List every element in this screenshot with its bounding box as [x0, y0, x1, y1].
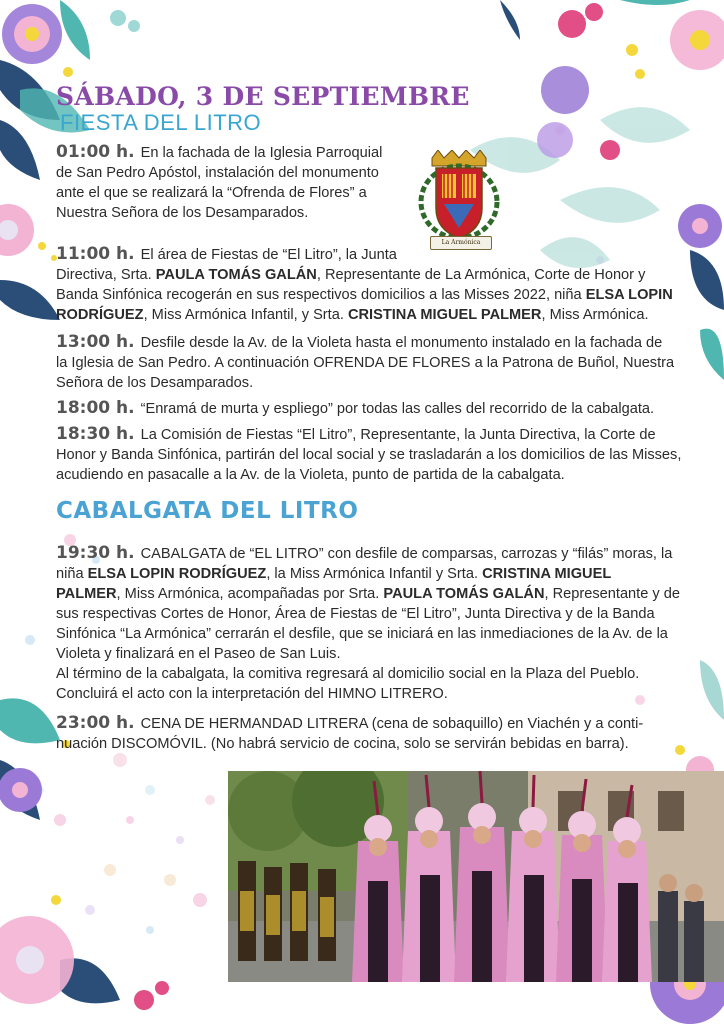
entry-text: Señora de los Desamparados. — [56, 375, 254, 391]
person-name: RODRÍGUEZ — [56, 307, 144, 323]
entry-text: sus respectivas Cortes de Honor, Área de Fiestas de “El Litro”, Junta Directiva y de la Banda — [56, 606, 655, 622]
entry-text: acudiendo en pasacalle a la Av. de la Violeta, punto de partida de la cabalgata. — [56, 467, 565, 483]
entry-text: , Miss Armónica, acompañadas por Srta. — [116, 586, 380, 602]
person-name: PAULA TOMÁS GALÁN — [383, 586, 545, 602]
crest-icon — [418, 150, 500, 248]
entry-text: la Iglesia de San Pedro. A continuación OFRENDA DE FLORES a la Patrona de Buñol, Nuestra — [56, 355, 675, 371]
program-entry-1300 — [56, 332, 706, 393]
day-subtitle: FIESTA DEL LITRO — [60, 110, 262, 135]
entry-text: “Enramá de murta y espliego” por todas las calles del recorrido de la cabalgata. — [140, 401, 655, 417]
entry-text: Honor y Banda Sinfónica, partirán del local social y se trasladarán a los domicilios de las Misses, — [56, 447, 682, 463]
day-title: SÁBADO, 3 DE SEPTIEMBRE — [56, 82, 470, 111]
entry-time: 18:00 h. — [56, 398, 135, 418]
entry-text: Concluirá el acto con la interpretación del HIMNO LITRERO. — [56, 686, 448, 702]
person-name: ELSA LOPIN — [585, 287, 673, 303]
person-name: PAULA TOMÁS GALÁN — [155, 267, 317, 283]
entry-text: Nuestra Señora de los Desamparados. — [56, 205, 309, 221]
entry-text: Violeta y finalizará en el Paseo de San Luis. — [56, 646, 341, 662]
entry-text: Al término de la cabalgata, la comitiva regresará al domicilio social en la Plaza del Pueblo. — [56, 666, 640, 682]
entry-text: En la fachada de la Iglesia Parroquial — [140, 145, 383, 161]
entry-text: , Miss Armónica Infantil, y Srta. — [143, 307, 344, 323]
entry-text: niña — [56, 566, 84, 582]
entry-text: Directiva, Srta. — [56, 267, 152, 283]
entry-text: CABALGATA de “EL LITRO” con desfile de comparsas, carrozas y “filás” moras, la — [140, 546, 673, 562]
entry-text: El área de Fiestas de “El Litro”, la Junta — [140, 247, 397, 263]
parade-photo — [228, 771, 724, 982]
entry-time: 23:00 h. — [56, 713, 135, 733]
program-entry-1830 — [56, 424, 706, 485]
entry-text: ante el que se realizará la “Ofrenda de Flores” a — [56, 185, 367, 201]
program-entry-1930 — [56, 543, 706, 704]
entry-time: 13:00 h. — [56, 332, 135, 352]
entry-text: CENA DE HERMANDAD LITRERA (cena de sobaquillo) en Viachén y a conti- — [140, 716, 644, 732]
person-name: ELSA LOPIN RODRÍGUEZ — [87, 566, 267, 582]
entry-time: 11:00 h. — [56, 244, 135, 264]
entry-text: nuación DISCOMÓVIL. (No habrá servicio de cocina, solo se servirán bebidas en barra). — [56, 736, 629, 752]
entry-text: , Representante de La Armónica, Corte de Honor y — [316, 267, 646, 283]
entry-text: Sinfónica “La Armónica” cerrarán el desfile, que se iniciará en las inmediaciones de la Av. de la — [56, 626, 668, 642]
entry-time: 01:00 h. — [56, 142, 135, 162]
program-entry-1100 — [56, 244, 706, 325]
program-entry-1800 — [56, 398, 706, 419]
entry-text: , Representante y de — [544, 586, 680, 602]
person-name: PALMER — [56, 586, 117, 602]
program-entry-2300 — [56, 713, 706, 754]
entry-text: Desfile desde la Av. de la Violeta hasta el monumento instalado en la fachada de — [140, 335, 663, 351]
person-name: CRISTINA MIGUEL PALMER — [347, 307, 542, 323]
entry-text: , Miss Armónica. — [541, 307, 649, 323]
entry-text: de San Pedro Apóstol, instalación del monumento — [56, 165, 379, 181]
entry-text: Banda Sinfónica recogerán en sus respectivos domicilios a las Misses 2022, niña — [56, 287, 582, 303]
program-entry-0100 — [56, 142, 416, 223]
entry-text: , la Miss Armónica Infantil y Srta. — [266, 566, 478, 582]
entry-text: La Comisión de Fiestas “El Litro”, Representante, la Junta Directiva, la Corte de — [140, 427, 656, 443]
parade-photo-image — [228, 771, 724, 982]
entry-time: 18:30 h. — [56, 424, 135, 444]
person-name: CRISTINA MIGUEL — [482, 566, 612, 582]
section-title-cabalgata: CABALGATA DEL LITRO — [56, 498, 359, 524]
entry-time: 19:30 h. — [56, 543, 135, 563]
crest-label: La Armónica — [430, 236, 492, 250]
